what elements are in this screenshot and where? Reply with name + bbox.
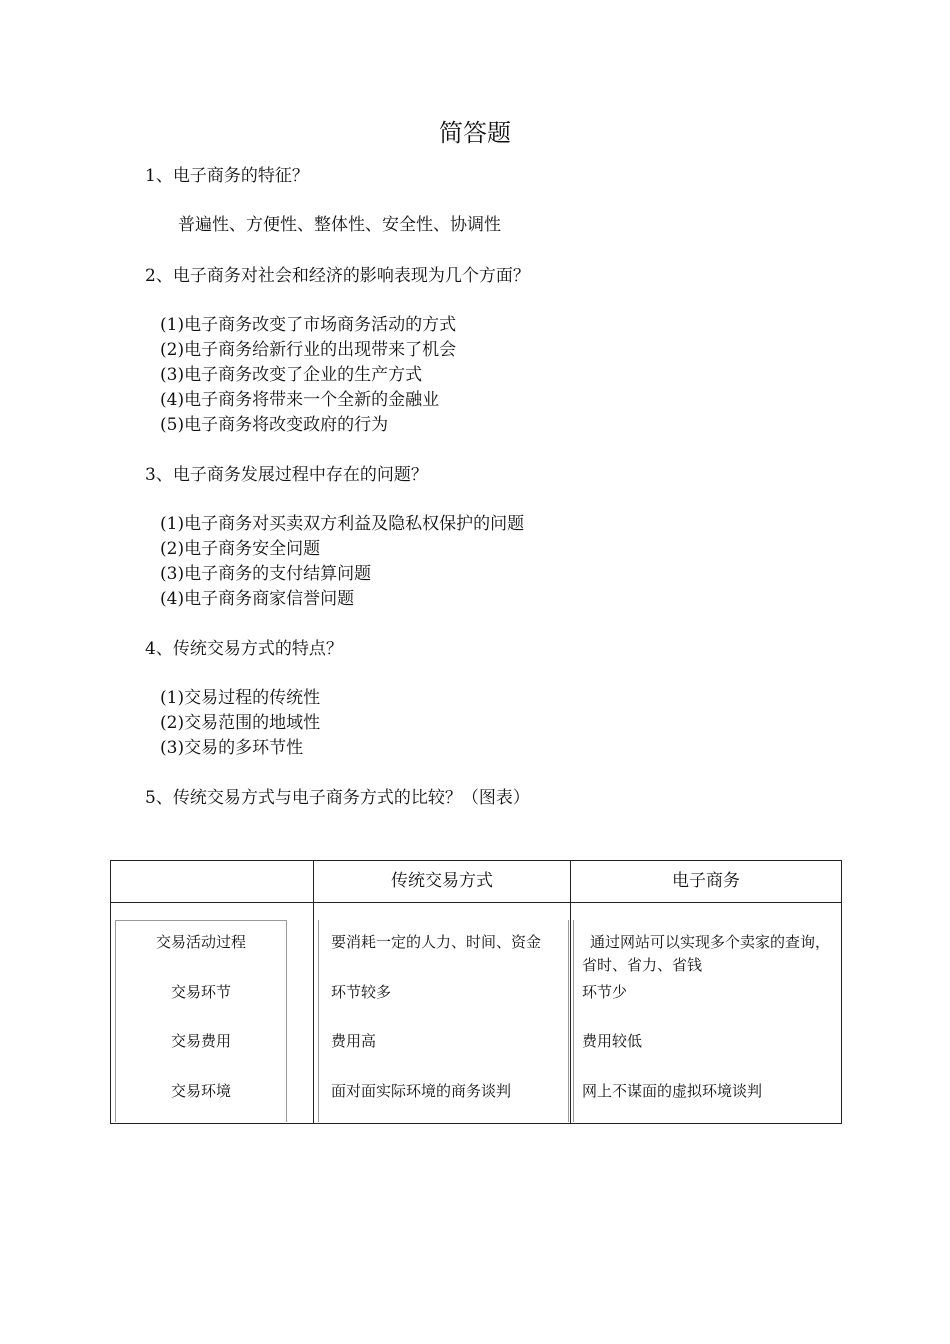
table-border-right (841, 860, 842, 1124)
table-cell-aspect: 交易环境 (170, 1082, 231, 1100)
table-cell-aspect: 交易环节 (170, 983, 231, 1001)
table-cell-ecommerce: 环节少 (582, 983, 628, 1001)
answer-item: (3)电子商务改变了企业的生产方式 (160, 365, 423, 385)
answer-item: (1)电子商务改变了市场商务活动的方式 (160, 315, 457, 335)
page-title: 简答题 (439, 119, 511, 147)
inner-box-line (318, 920, 319, 1122)
table-cell-aspect: 交易活动过程 (155, 933, 246, 951)
question-5: 5、传统交易方式与电子商务方式的比较？（图表） (145, 788, 530, 808)
answer-item: (2)电子商务给新行业的出现带来了机会 (160, 340, 457, 360)
inner-box-line (573, 920, 574, 1122)
table-border-top (110, 860, 842, 861)
table-cell-traditional: 要消耗一定的人力、时间、资金 (331, 933, 542, 951)
table-cell-ecommerce: 网上不谋面的虚拟环境谈判 (582, 1082, 763, 1100)
answer-4 (160, 686, 320, 761)
question-4: 4、传统交易方式的特点？ (145, 639, 343, 659)
answer-item: 普遍性、方便性、整体性、安全性、协调性 (178, 215, 501, 235)
answer-item: (3)交易的多环节性 (160, 738, 304, 758)
answer-2 (160, 313, 456, 438)
table-col-divider-2 (570, 860, 571, 1124)
table-header-divider (110, 902, 842, 903)
answer-item: (5)电子商务将改变政府的行为 (160, 415, 389, 435)
table-cell-traditional: 面对面实际环境的商务谈判 (331, 1082, 512, 1100)
inner-box-line (115, 920, 287, 921)
question-3: 3、电子商务发展过程中存在的问题？ (145, 465, 428, 485)
table-cell-ecommerce: 通过网站可以实现多个卖家的查询，省时、省力、省钱 (582, 933, 831, 974)
inner-box-line (568, 920, 569, 1122)
answer-item: (2)交易范围的地域性 (160, 713, 321, 733)
question-2: 2、电子商务对社会和经济的影响表现为几个方面？ (145, 266, 530, 286)
answer-item: (3)电子商务的支付结算问题 (160, 564, 372, 584)
table-header-ecommerce: 电子商务 (672, 871, 740, 891)
table-border-bottom (110, 1123, 842, 1124)
answer-item: (4)电子商务将带来一个全新的金融业 (160, 390, 440, 410)
table-cell-traditional: 环节较多 (331, 983, 392, 1001)
question-1: 1、电子商务的特征？ (145, 166, 309, 186)
answer-item: (2)电子商务安全问题 (160, 539, 321, 559)
table-col-divider-1 (313, 860, 314, 1124)
table-cell-ecommerce: 费用较低 (582, 1032, 643, 1050)
table-cell-aspect: 交易费用 (170, 1032, 231, 1050)
table-border-left (110, 860, 111, 1124)
table-header-traditional: 传统交易方式 (391, 871, 493, 891)
answer-item: (1)交易过程的传统性 (160, 688, 321, 708)
answer-1 (178, 213, 501, 238)
answer-item: (4)电子商务商家信誉问题 (160, 589, 355, 609)
answer-item: (1)电子商务对买卖双方利益及隐私权保护的问题 (160, 514, 525, 534)
answer-3 (160, 512, 524, 612)
table-cell-traditional: 费用高 (331, 1032, 377, 1050)
inner-box-line (286, 920, 287, 1122)
